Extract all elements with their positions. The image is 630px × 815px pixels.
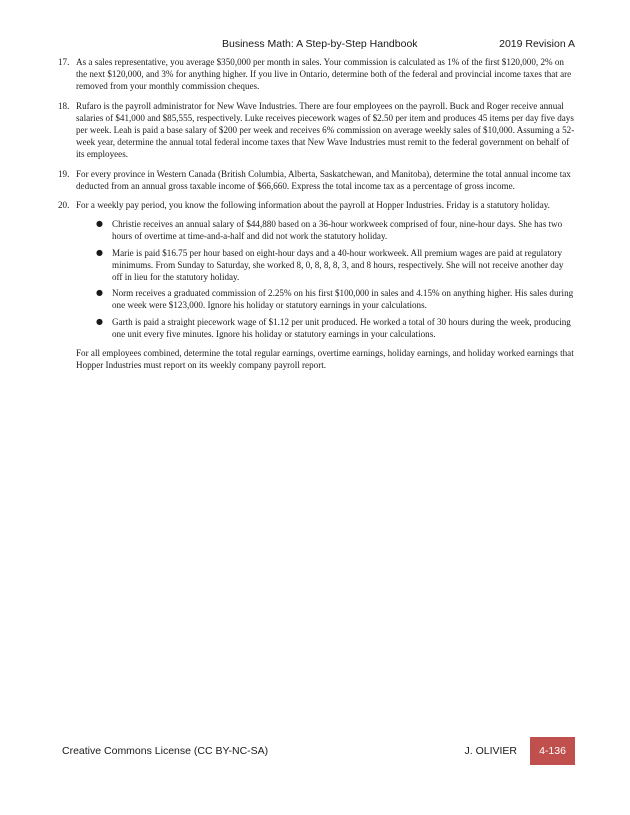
problem-19 [58,168,576,192]
bullet-icon: ● [96,247,103,257]
author-name: J. OLIVIER [464,745,517,757]
problem-text: As a sales representative, you average $350,000 per month in sales. Your commission is calculated as 1% of the first $120,000, 2% on the next $120,000, and 3% for anything higher. If you live in Ontario, determine both of the federal and provincial income taxes that are removed from your monthly commission cheques. [76,57,572,92]
list-item-text: Garth is paid a straight piecework wage of $1.12 per unit produced. He worked a total of 30 hours during the week, producing one unit every five minutes. Ignore his holiday or statutory earnings in your calculations. [112,316,571,339]
list-item-marie [96,247,576,284]
problem-20 [58,199,576,371]
bullet-icon: ● [96,316,103,326]
list-item-christie [96,218,576,242]
list-item-garth [96,316,576,340]
problem-number: 19. [58,168,70,179]
problem-17 [58,56,576,93]
employee-list [76,218,576,340]
problem-18 [58,100,576,161]
revision-label: 2019 Revision A [499,38,575,50]
bullet-icon: ● [96,288,103,298]
list-item-text: Marie is paid $16.75 per hour based on eight-hour days and a 40-hour workweek. All premium wages are paid at regulatory minimums. From Sunday to Saturday, she worked 8, 0, 8, 8, 8, 3, and 8 hours, respectively. She will not receive another day off in lieu for the statutory holiday. [112,247,564,283]
page-number-badge: 4-136 [530,737,575,765]
problem-number: 20. [58,200,70,211]
problem-closing: For all employees combined, determine the total regular earnings, overtime earnings, holiday earnings, and holiday worked earnings that Hopper Industries must report on its weekly company payroll report. [76,348,574,371]
page-footer [62,737,575,765]
license-text: Creative Commons License (CC BY-NC-SA) [62,745,269,757]
list-item-text: Norm receives a graduated commission of 2.25% on his first $100,000 in sales and 4.15% on anything higher. His sales during one week were $123,000. Ignore his holiday or statutory earnings in your calculations. [112,288,574,311]
problem-number: 18. [58,100,70,111]
problem-text: For every province in Western Canada (British Columbia, Alberta, Saskatchewan, and Manitoba), determine the total annual income tax deducted from an annual gross taxable income of $66,660. Express the total income tax as a percentage of gross income. [76,168,571,191]
page-header [60,38,575,52]
problem-text: Rufaro is the payroll administrator for New Wave Industries. There are four employees on the payroll. Buck and Roger receive annual salaries of $41,000 and $85,555, respectively. Luke receives piecework wages of $2.50 per item and produces 45 items per day five days per week. Leah is paid a base salary of $200 per week and receives 6% commission on average weekly sales of $10,000. Assuming a 52-week year, determine the annual total federal income taxes that New Wave Industries must remit to the federal government on behalf of its employees. [76,100,575,160]
page-content [58,56,576,378]
problem-intro: For a weekly pay period, you know the following information about the payroll at Hopper Industries. Friday is a statutory holiday. [76,200,550,211]
list-item-text: Christie receives an annual salary of $44,880 based on a 36-hour workweek comprised of four, nine-hour days. She has two hours of overtime at time-and-a-half and did not work the statutory holiday. [112,219,563,242]
list-item-norm [96,287,576,311]
bullet-icon: ● [96,219,103,229]
problem-number: 17. [58,57,70,67]
book-title: Business Math: A Step-by-Step Handbook [222,38,418,50]
